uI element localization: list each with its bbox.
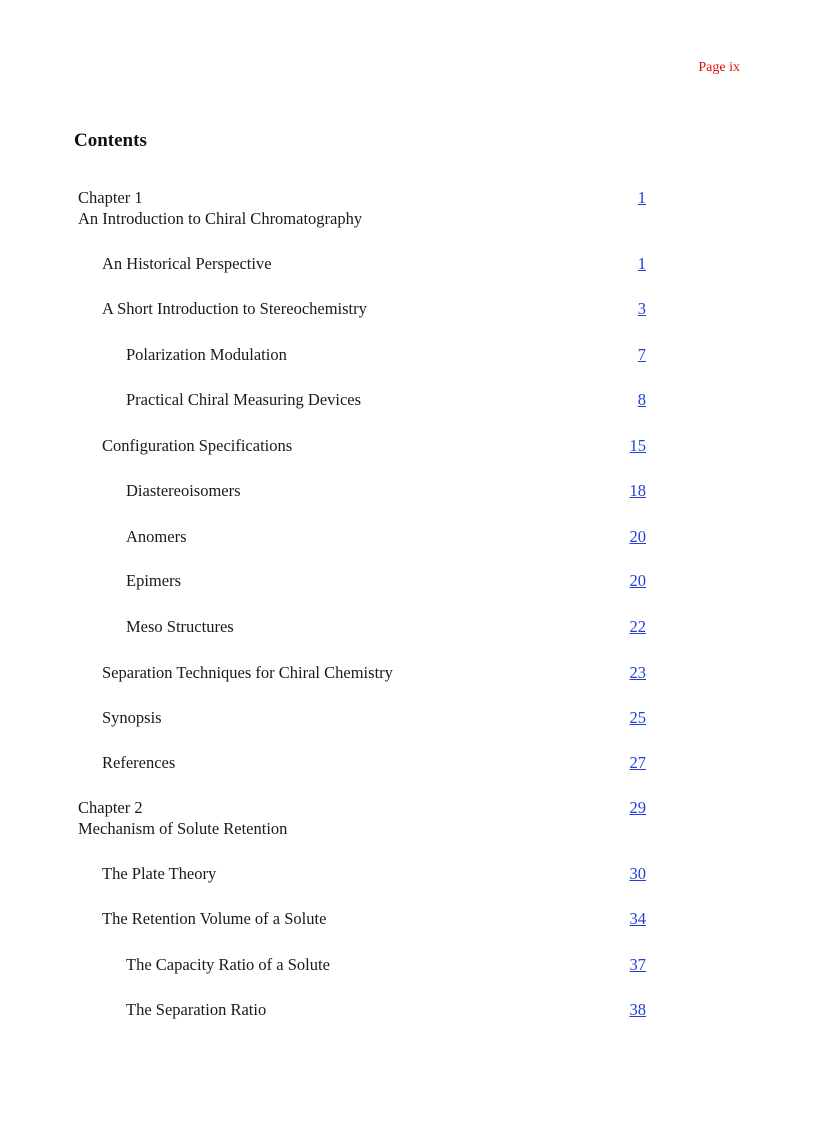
toc-entry-title <box>78 187 362 229</box>
toc-page-link[interactable]: 34 <box>629 909 646 928</box>
toc-page-link[interactable]: 23 <box>629 663 646 682</box>
toc-entry-title <box>126 570 181 591</box>
subsection-title: Anomers <box>126 527 187 546</box>
subsection-title: Polarization Modulation <box>126 345 287 364</box>
toc-page-link[interactable]: 20 <box>629 527 646 546</box>
contents-heading: Contents <box>74 130 147 151</box>
toc-entry-title <box>126 480 241 501</box>
toc-page-link[interactable]: 3 <box>637 299 646 318</box>
subsection-title: Practical Chiral Measuring Devices <box>126 390 362 409</box>
toc-entry-title <box>126 954 330 975</box>
toc-page-link[interactable]: 18 <box>629 481 646 500</box>
toc-entry-title <box>102 298 367 319</box>
chapter-number: Chapter 1 <box>78 188 143 207</box>
section-title: Synopsis <box>102 708 162 727</box>
toc-page-link[interactable]: 38 <box>629 1000 646 1019</box>
subsection-title: Epimers <box>126 571 181 590</box>
subsection-title: The Capacity Ratio of a Solute <box>126 955 330 974</box>
section-title: A Short Introduction to Stereochemistry <box>102 299 367 318</box>
section-title: An Historical Perspective <box>102 254 272 273</box>
toc-page-link[interactable]: 22 <box>629 617 646 636</box>
toc-entry-title <box>102 752 175 773</box>
subsection-title: The Separation Ratio <box>126 1000 267 1019</box>
toc-page-link[interactable]: 25 <box>629 708 646 727</box>
toc-entry-title <box>126 999 266 1020</box>
toc-page-link[interactable]: 37 <box>629 955 646 974</box>
toc-page-link[interactable]: 20 <box>629 571 646 590</box>
chapter-title: An Introduction to Chiral Chromatography <box>78 209 363 228</box>
toc-entry-title <box>102 662 393 683</box>
toc-page-link[interactable]: 30 <box>629 864 646 883</box>
toc-entry-title <box>102 707 162 728</box>
section-title: References <box>102 753 176 772</box>
toc-page-link[interactable]: 7 <box>637 345 646 364</box>
toc-entry-title <box>126 616 234 637</box>
chapter-number: Chapter 2 <box>78 798 143 817</box>
chapter-title: Mechanism of Solute Retention <box>78 819 288 838</box>
toc-entry-title <box>126 344 287 365</box>
subsection-title: Meso Structures <box>126 617 234 636</box>
toc-page-link[interactable]: 15 <box>629 436 646 455</box>
section-title: Separation Techniques for Chiral Chemistry <box>102 663 393 682</box>
toc-page-link[interactable]: 8 <box>637 390 646 409</box>
toc-entry-title <box>102 435 292 456</box>
toc-page-link[interactable]: 1 <box>637 254 646 273</box>
section-title: Configuration Specifications <box>102 436 293 455</box>
section-title: The Retention Volume of a Solute <box>102 909 327 928</box>
subsection-title: Diastereoisomers <box>126 481 241 500</box>
toc-entry-title <box>102 863 216 884</box>
toc-page-link[interactable]: 27 <box>629 753 646 772</box>
toc-entry-title <box>126 526 187 547</box>
toc-entry-title <box>126 389 361 410</box>
toc-entry-title <box>78 797 287 839</box>
page-number-label: Page ix <box>698 60 740 75</box>
toc-page-link[interactable]: 1 <box>637 188 646 207</box>
toc-page-link[interactable]: 29 <box>629 798 646 817</box>
toc-entry-title <box>102 908 326 929</box>
section-title: The Plate Theory <box>102 864 217 883</box>
toc-entry-title <box>102 253 272 274</box>
